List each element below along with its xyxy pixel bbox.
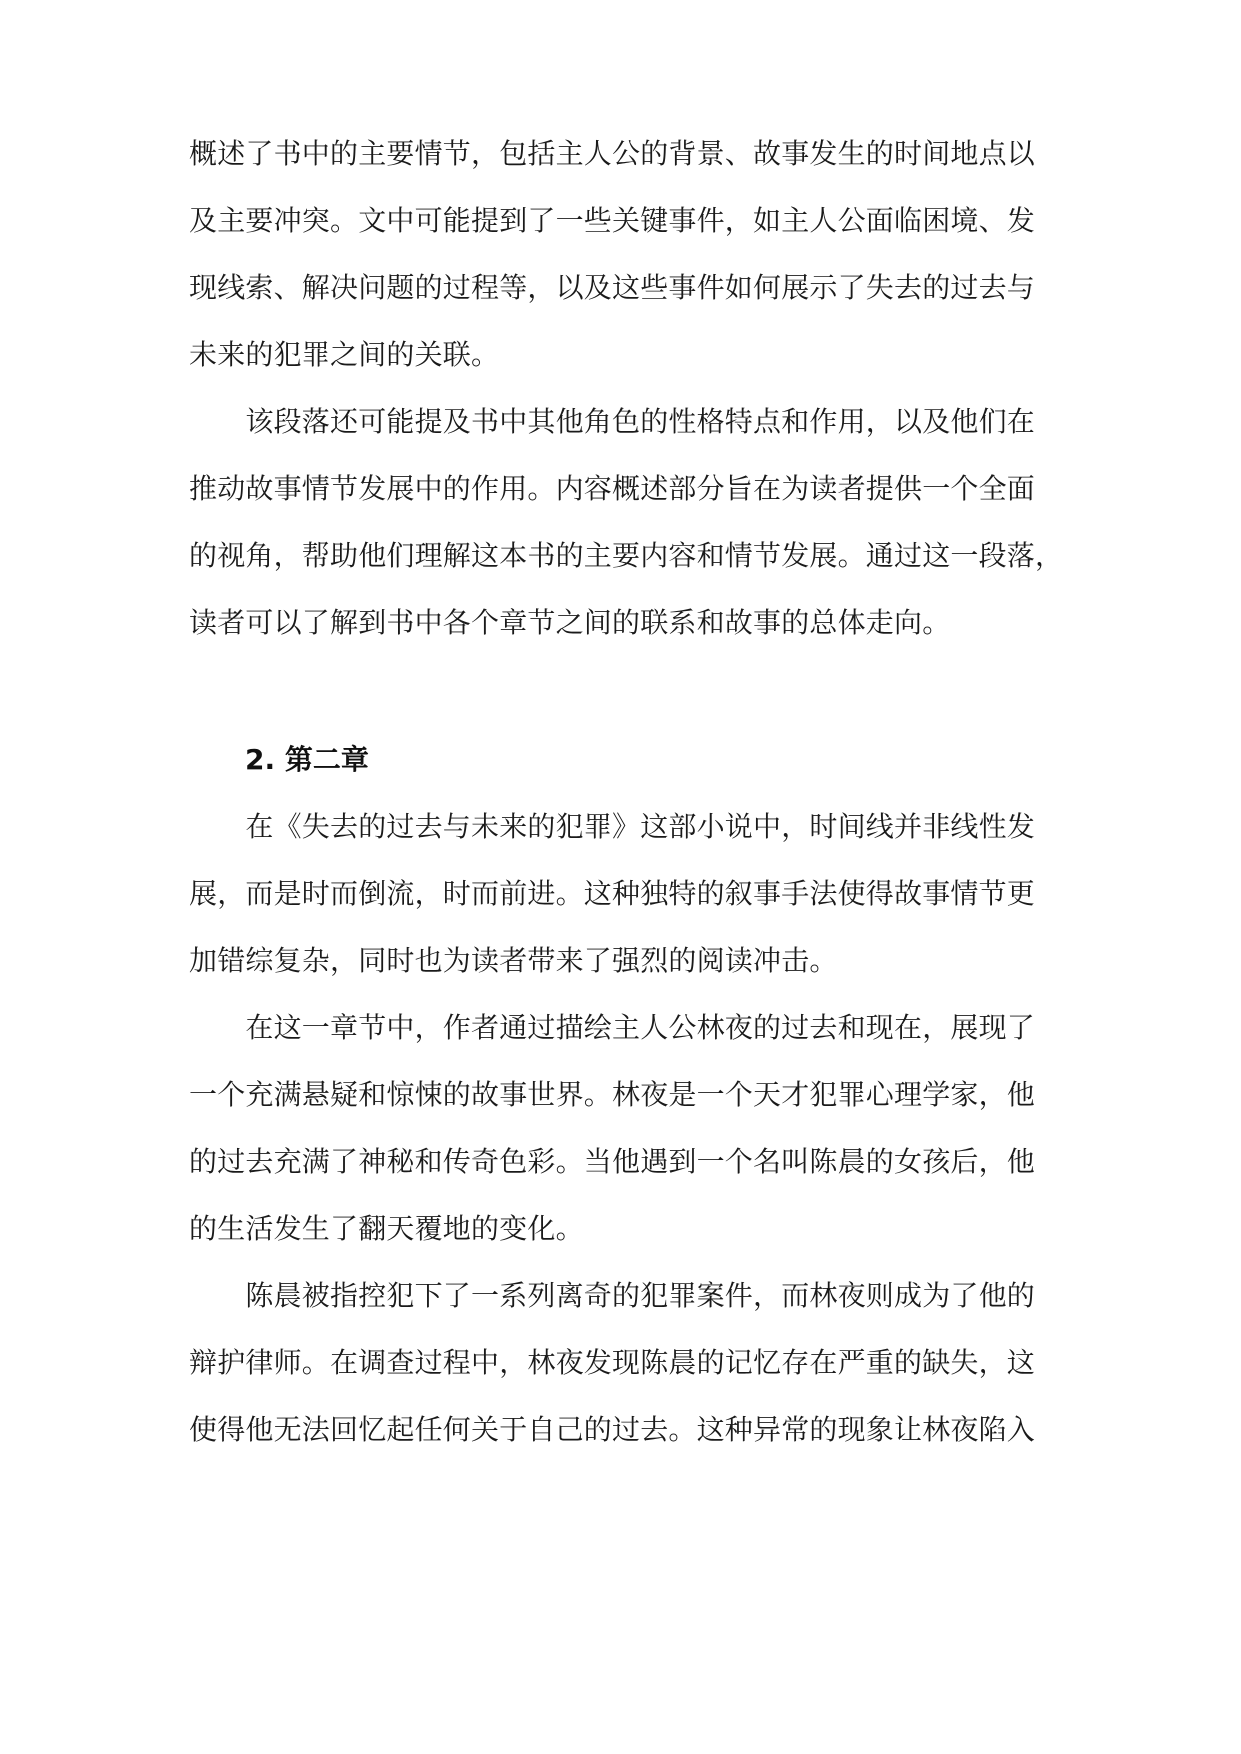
text-line: 推动故事情节发展中的作用。内容概述部分旨在为读者提供一个全面 — [189, 472, 1036, 505]
text-line: 读者可以了解到书中各个章节之间的联系和故事的总体走向。 — [189, 606, 951, 639]
text-line: 在这一章节中，作者通过描绘主人公林夜的过去和现在，展现了 — [189, 1011, 1036, 1044]
text-line: 一个充满悬疑和惊悚的故事世界。林夜是一个天才犯罪心理学家，他 — [189, 1078, 1036, 1111]
text-line: 的视角，帮助他们理解这本书的主要内容和情节发展。通过这一段落， — [189, 539, 1064, 572]
text-line: 现线索、解决问题的过程等，以及这些事件如何展示了失去的过去与 — [189, 271, 1036, 304]
text-line: 展，而是时而倒流，时而前进。这种独特的叙事手法使得故事情节更 — [189, 877, 1036, 910]
text-line: 在《失去的过去与未来的犯罪》这部小说中，时间线并非线性发 — [189, 810, 1036, 843]
text-line: 加错综复杂，同时也为读者带来了强烈的阅读冲击。 — [189, 944, 838, 977]
text-line: 该段落还可能提及书中其他角色的性格特点和作用，以及他们在 — [189, 405, 1036, 438]
text-line: 的生活发生了翻天覆地的变化。 — [189, 1212, 584, 1245]
text-line: 陈晨被指控犯下了一系列离奇的犯罪案件，而林夜则成为了他的 — [189, 1279, 1036, 1312]
section-heading: 2. 第二章 — [245, 743, 369, 776]
text-line: 及主要冲突。文中可能提到了一些关键事件，如主人公面临困境、发 — [189, 204, 1036, 237]
text-line: 概述了书中的主要情节，包括主人公的背景、故事发生的时间地点以 — [189, 137, 1036, 170]
text-line: 辩护律师。在调查过程中，林夜发现陈晨的记忆存在严重的缺失，这 — [189, 1346, 1036, 1379]
text-line: 使得他无法回忆起任何关于自己的过去。这种异常的现象让林夜陷入 — [189, 1413, 1036, 1446]
text-line: 的过去充满了神秘和传奇色彩。当他遇到一个名叫陈晨的女孩后，他 — [189, 1145, 1036, 1178]
text-line: 未来的犯罪之间的关联。 — [189, 338, 500, 371]
